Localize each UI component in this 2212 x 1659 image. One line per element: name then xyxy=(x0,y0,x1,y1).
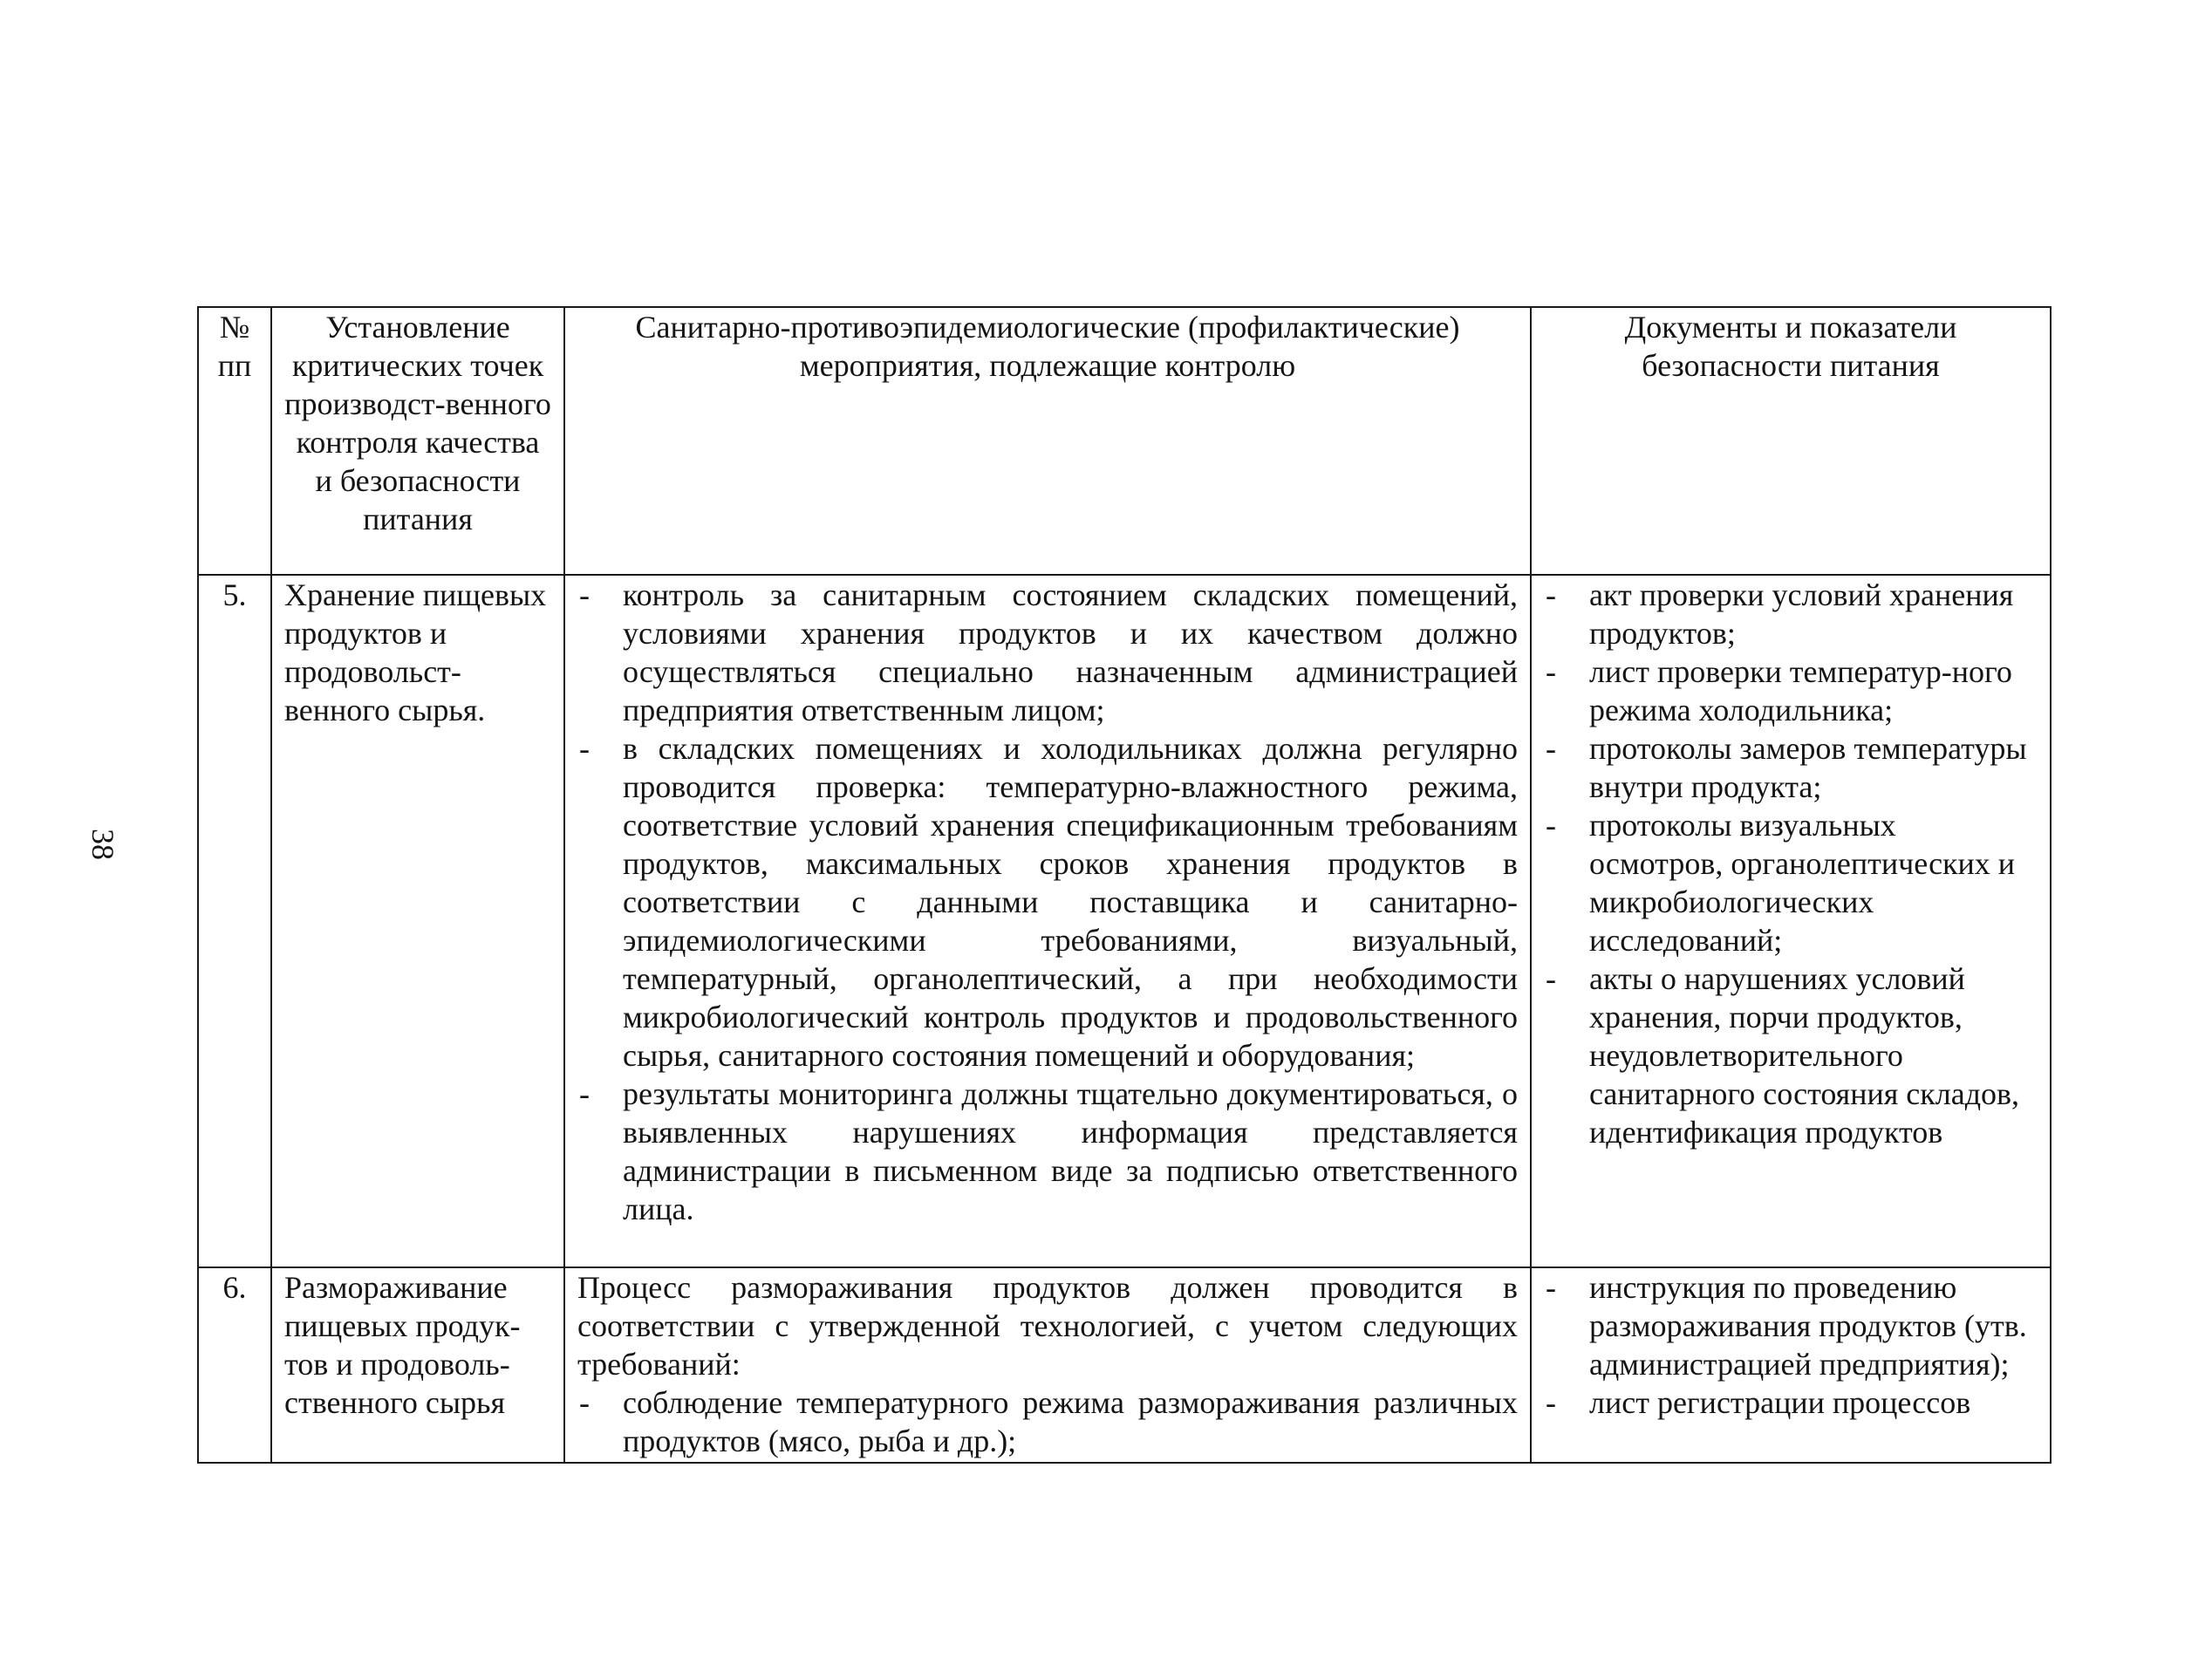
measures-intro: Процесс размораживания продуктов должен проводится в соответствии с утвержденной технологией, с учетом следующих требований: xyxy=(577,1270,1518,1382)
table-row xyxy=(198,575,2051,1267)
measures-list xyxy=(577,576,1518,1228)
document-item: - протоколы визуальных осмотров, органолептических и микробиологических исследований; xyxy=(1544,806,2038,959)
document-item: - акт проверки условий хранения продуктов; xyxy=(1544,576,2038,652)
header-control-point: Установление критических точек производст-венного контроля качества и безопасности питания xyxy=(271,307,564,575)
row-number: 6. xyxy=(198,1267,271,1463)
table-header-row xyxy=(198,307,2051,575)
documents-list xyxy=(1544,1268,2038,1422)
row-number: 5. xyxy=(198,575,271,1267)
measures-cell xyxy=(564,575,1531,1267)
measures-cell xyxy=(564,1267,1531,1463)
header-measures: Санитарно-противоэпидемиологические (профилактические) мероприятия, подлежащие контролю xyxy=(564,307,1531,575)
measure-item: - соблюдение температурного режима размораживания различных продуктов (мясо, рыба и др.); xyxy=(577,1383,1518,1460)
document-item: - акты о нарушениях условий хранения, порчи продуктов, неудовлетворительного санитарного состояния складов, идентификация продуктов xyxy=(1544,959,2038,1151)
page-number: 38 xyxy=(85,829,120,860)
measure-item: - контроль за санитарным состоянием складских помещений, условиями хранения продуктов и их качеством должно осуществляться специально назначенным администрацией предприятия ответственным лицом; xyxy=(577,576,1518,729)
document-item: - протоколы замеров температуры внутри продукта; xyxy=(1544,729,2038,806)
document-item: - лист проверки температур-ного режима холодильника; xyxy=(1544,652,2038,729)
control-point: Хранение пищевых продуктов и продовольст-венного сырья. xyxy=(271,575,564,1267)
hygiene-control-table xyxy=(197,306,2052,1464)
measure-item: - в складских помещениях и холодильниках должна регулярно проводится проверка: температурно-влажностного режима, соответствие условий хранения спецификационным требованиям продуктов, максимальных сроков хранения продуктов в соответствии с данными поставщика и санитарно-эпидемиологическими требованиями, визуальный, температурный, органолептический, а при необходимости микробиологический контроль продуктов и продовольственного сырья, санитарного состояния помещений и оборудования; xyxy=(577,729,1518,1075)
measure-item: - результаты мониторинга должны тщательно документироваться, о выявленных нарушениях информация представляется администрации в письменном виде за подписью ответственного лица. xyxy=(577,1075,1518,1228)
header-documents: Документы и показатели безопасности питания xyxy=(1531,307,2051,575)
documents-cell xyxy=(1531,575,2051,1267)
header-num: № пп xyxy=(198,307,271,575)
documents-cell xyxy=(1531,1267,2051,1463)
control-point: Размораживание пищевых продук-тов и продоволь-ственного сырья xyxy=(271,1267,564,1463)
documents-list xyxy=(1544,576,2038,1151)
table-row xyxy=(198,1267,2051,1463)
document-item: - лист регистрации процессов xyxy=(1544,1383,2038,1422)
document-item: - инструкция по проведению размораживания продуктов (утв. администрацией предприятия); xyxy=(1544,1268,2038,1383)
measures-list xyxy=(577,1383,1518,1460)
